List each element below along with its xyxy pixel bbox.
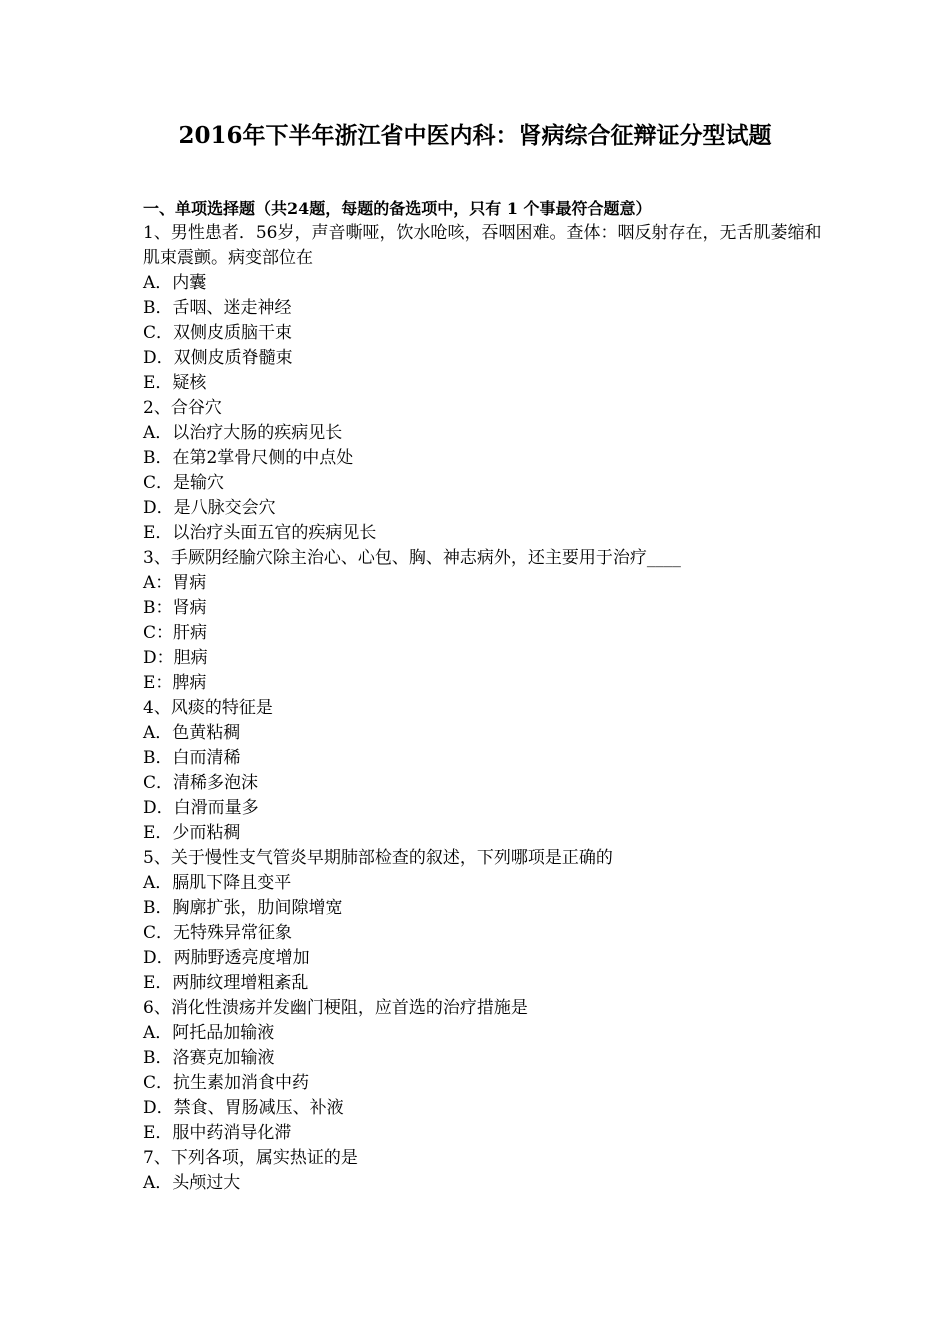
question-2 [143,396,823,546]
question-6 [143,996,823,1146]
option-a: A．头颅过大 [143,1173,241,1193]
question-stem: 2、合谷穴 [143,398,222,418]
document-title: 2016年下半年浙江省中医内科：肾病综合征辩证分型试题 [178,122,772,149]
option-e: E．服中药消导化滞 [143,1123,292,1143]
option-e: E．以治疗头面五官的疾病见长 [143,523,377,543]
question-3 [143,546,823,696]
option-c: C．双侧皮质脑干束 [143,323,293,343]
option-b: B．白而清稀 [143,748,241,768]
option-b: B：肾病 [143,598,207,618]
option-c: C．无特殊异常征象 [143,923,293,943]
question-stem: 4、风痰的特征是 [143,698,273,718]
question-stem: 6、消化性溃疡并发幽门梗阻，应首选的治疗措施是 [143,998,528,1018]
option-b: B．胸廓扩张，肋间隙增宽 [143,898,343,918]
option-a: A．阿托品加输液 [143,1023,275,1043]
option-d: D．禁食、胃肠减压、补液 [143,1098,344,1118]
option-c: C．清稀多泡沫 [143,773,259,793]
option-c: C．是输穴 [143,473,225,493]
question-stem: 3、手厥阴经腧穴除主治心、心包、胸、神志病外，还主要用于治疗____ [143,548,681,568]
option-d: D．白滑而量多 [143,798,259,818]
question-5 [143,846,823,996]
question-1 [143,221,823,396]
question-4 [143,696,823,846]
option-c: C：肝病 [143,623,208,643]
option-d: D：胆病 [143,648,208,668]
section-heading: 一、单项选择题（共24题，每题的备选项中，只有 1 个事最符合题意） [143,199,652,218]
question-7 [143,1146,823,1196]
question-stem: 5、关于慢性支气管炎早期肺部检查的叙述，下列哪项是正确的 [143,848,613,868]
option-a: A．内囊 [143,273,207,293]
option-e: E．少而粘稠 [143,823,241,843]
question-stem: 1、男性患者．56岁，声音嘶哑，饮水呛咳，吞咽困难。查体：咽反射存在，无舌肌萎缩和肌束震颤。病变部位在 [143,223,822,268]
option-e: E．疑核 [143,373,207,393]
option-a: A．膈肌下降且变平 [143,873,292,893]
option-a: A．以治疗大肠的疾病见长 [143,423,343,443]
option-e: E．两肺纹理增粗紊乱 [143,973,309,993]
option-d: D．是八脉交会穴 [143,498,276,518]
option-c: C．抗生素加消食中药 [143,1073,310,1093]
question-stem: 7、下列各项，属实热证的是 [143,1148,358,1168]
option-b: B．舌咽、迷走神经 [143,298,292,318]
option-d: D．双侧皮质脊髓束 [143,348,293,368]
option-a: A：胃病 [143,573,207,593]
document-body [143,196,823,1196]
option-a: A．色黄粘稠 [143,723,241,743]
option-d: D．两肺野透亮度增加 [143,948,310,968]
option-b: B．在第2掌骨尺侧的中点处 [143,448,354,468]
option-b: B．洛赛克加输液 [143,1048,275,1068]
option-e: E：脾病 [143,673,207,693]
